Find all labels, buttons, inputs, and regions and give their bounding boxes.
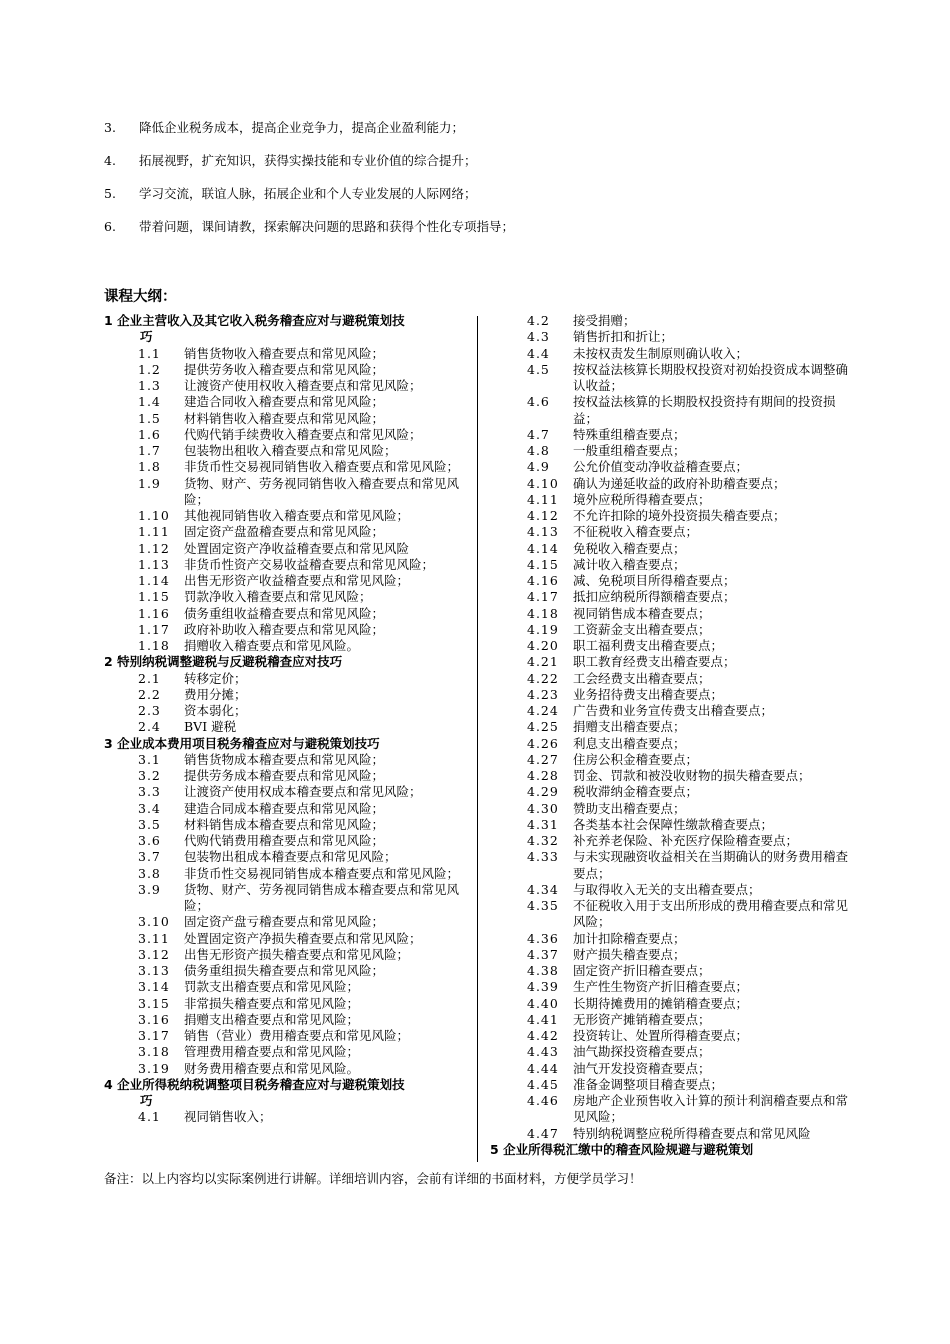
outline-right-column (490, 313, 850, 1158)
item-text: 包装物出租收入稽查要点和常见风险； (184, 443, 397, 458)
item-text: 与取得收入无关的支出稽查要点； (573, 881, 761, 897)
item-text: 业务招待费支出稽查要点； (573, 686, 724, 702)
item-number: 1.10 (138, 508, 170, 523)
outline-item (104, 817, 472, 833)
section-title: 企业所得税纳税调整项目税务稽查应对与避税策划技 (117, 1076, 405, 1092)
item-text: 工会经费支出稽查要点； (573, 670, 711, 686)
item-number: 4.43 (527, 1044, 559, 1060)
item-text: 未按权责发生制原则确认收入； (573, 345, 749, 361)
item-number: 1.1 (138, 345, 161, 361)
outline-item (104, 541, 472, 557)
outline-item (104, 394, 472, 410)
item-text: 罚款净收入稽查要点和常见风险； (184, 589, 372, 605)
item-text: 职工教育经费支出稽查要点； (573, 654, 736, 670)
section-number: 3 (104, 735, 113, 751)
outline-item (490, 801, 850, 817)
item-text: 包装物出租成本稽查要点和常见风险； (184, 849, 397, 865)
item-number: 1.6 (138, 426, 161, 442)
outline-item (490, 443, 850, 459)
item-number: 4.33 (527, 849, 559, 865)
outline-left-column (104, 313, 472, 1126)
section-number: 5 (490, 1141, 499, 1157)
item-number: 1.13 (138, 556, 170, 572)
item-number: 3.10 (138, 914, 170, 930)
outline-item (490, 833, 850, 849)
outline-item (490, 508, 850, 524)
footnote: 备注：以上内容均以实际案例进行讲解。详细培训内容，会前有详细的书面材料，方便学员学习！ (104, 1171, 642, 1186)
outline-section-heading (104, 313, 472, 346)
item-number: 3.8 (138, 865, 161, 881)
item-number: 4.36 (527, 930, 559, 946)
item-number: 3.2 (138, 768, 161, 783)
outline-item (490, 703, 850, 719)
item-text: 按权益法核算的长期股权投资持有期间的投资损益； (573, 394, 836, 426)
item-text: 转移定价； (184, 670, 247, 686)
item-text: 让渡资产使用权成本稽查要点和常见风险； (184, 784, 422, 800)
outline-item (490, 329, 850, 345)
outline-item (104, 866, 472, 882)
objective-number: 4. (104, 153, 116, 168)
item-text: 建造合同收入稽查要点和常见风险； (184, 394, 385, 410)
item-number: 4.47 (527, 1125, 559, 1141)
item-number: 3.4 (138, 800, 161, 816)
item-number: 3.3 (138, 784, 161, 800)
item-number: 4.10 (527, 475, 559, 491)
item-number: 4.12 (527, 508, 559, 523)
item-text: 准备金调整项目稽查要点； (573, 1076, 724, 1092)
outline-item (104, 931, 472, 947)
outline-section-heading (104, 736, 472, 752)
item-text: 其他视同销售收入稽查要点和常见风险； (184, 508, 410, 523)
outline-item (490, 394, 850, 427)
item-number: 3.12 (138, 946, 170, 962)
item-text: 销售（营业）费用稽查要点和常见风险； (184, 1028, 410, 1043)
item-number: 1.4 (138, 394, 161, 410)
item-text: BVI 避税 (184, 719, 237, 735)
item-number: 4.38 (527, 963, 559, 978)
outline-heading: 课程大纲： (104, 289, 177, 305)
outline-item (104, 427, 472, 443)
outline-item (490, 687, 850, 703)
outline-item (490, 719, 850, 735)
outline-item (104, 411, 472, 427)
item-text: 加计扣除稽查要点； (573, 930, 686, 946)
outline-item (490, 1093, 850, 1126)
item-number: 1.15 (138, 589, 170, 605)
outline-item (490, 541, 850, 557)
objective-item (104, 186, 864, 219)
outline-item (104, 768, 472, 784)
outline-item (104, 346, 472, 362)
outline-item (490, 947, 850, 963)
outline-item (490, 996, 850, 1012)
outline-item (104, 589, 472, 605)
item-number: 3.18 (138, 1044, 170, 1060)
item-number: 1.5 (138, 410, 161, 426)
item-text: 视同销售成本稽查要点； (573, 605, 711, 621)
item-number: 4.19 (527, 621, 559, 637)
item-number: 4.45 (527, 1076, 559, 1092)
item-text: 工资薪金支出稽查要点； (573, 621, 711, 637)
item-number: 4.4 (527, 345, 550, 361)
item-text: 与未实现融资收益相关在当期确认的财务费用稽查要点； (573, 849, 849, 881)
outline-item (104, 801, 472, 817)
outline-item (490, 638, 850, 654)
outline-item (490, 362, 850, 395)
outline-item (104, 476, 472, 509)
outline-item (490, 476, 850, 492)
item-text: 不征税收入用于支出所形成的费用稽查要点和常见风险； (573, 898, 849, 930)
item-text: 政府补助收入稽查要点和常见风险； (184, 621, 385, 637)
item-text: 固定资产折旧稽查要点； (573, 963, 711, 978)
item-number: 2.2 (138, 686, 161, 702)
objective-item (104, 219, 864, 252)
item-text: 不征税收入稽查要点； (573, 524, 699, 540)
item-number: 4.26 (527, 735, 559, 751)
item-number: 4.35 (527, 898, 559, 913)
item-number: 1.18 (138, 638, 170, 653)
outline-item (490, 817, 850, 833)
item-number: 4.30 (527, 800, 559, 816)
item-number: 4.27 (527, 751, 559, 767)
item-number: 4.7 (527, 426, 550, 442)
item-text: 财产损失稽查要点； (573, 946, 686, 962)
outline-item (490, 768, 850, 784)
outline-item (104, 719, 472, 735)
item-number: 4.44 (527, 1060, 559, 1076)
outline-item (490, 736, 850, 752)
outline-item (490, 459, 850, 475)
outline-section-heading (104, 1077, 472, 1110)
item-number: 4.22 (527, 670, 559, 686)
item-number: 4.2 (527, 313, 550, 328)
outline-item (490, 1044, 850, 1060)
item-number: 1.8 (138, 459, 161, 475)
section-number: 2 (104, 654, 113, 670)
outline-item (490, 898, 850, 931)
outline-item (104, 1109, 472, 1125)
outline-item (490, 784, 850, 800)
item-number: 4.8 (527, 443, 550, 458)
outline-item (490, 346, 850, 362)
item-number: 4.41 (527, 1011, 559, 1027)
item-number: 4.14 (527, 540, 559, 556)
item-text: 非货币性资产交易收益稽查要点和常见风险； (184, 556, 435, 572)
item-number: 4.37 (527, 946, 559, 962)
outline-item (104, 849, 472, 865)
objective-number: 5. (104, 186, 116, 201)
item-number: 4.1 (138, 1109, 161, 1125)
item-number: 1.17 (138, 621, 170, 637)
item-number: 3.11 (138, 930, 170, 946)
item-number: 2.4 (138, 719, 161, 735)
outline-item (104, 459, 472, 475)
outline-item (490, 654, 850, 670)
outline-item (104, 914, 472, 930)
section-number: 1 (104, 313, 113, 328)
item-text: 油气开发投资稽查要点； (573, 1060, 711, 1076)
item-text: 罚款支出稽查要点和常见风险； (184, 979, 360, 995)
item-text: 税收滞纳金稽查要点； (573, 784, 699, 800)
item-text: 接受捐赠； (573, 313, 636, 328)
outline-item (490, 492, 850, 508)
item-text: 债务重组收益稽查要点和常见风险； (184, 605, 385, 621)
item-number: 3.7 (138, 849, 161, 865)
item-number: 4.20 (527, 638, 559, 653)
item-text: 出售无形资产收益稽查要点和常见风险； (184, 573, 410, 588)
item-number: 4.31 (527, 816, 559, 832)
item-text: 无形资产摊销稽查要点； (573, 1011, 711, 1027)
objective-number: 3. (104, 120, 116, 135)
outline-item (490, 1061, 850, 1077)
item-number: 4.16 (527, 573, 559, 588)
item-text: 材料销售成本稽查要点和常见风险； (184, 816, 385, 832)
item-text: 代购代销手续费收入稽查要点和常见风险； (184, 426, 422, 442)
item-text: 管理费用稽查要点和常见风险； (184, 1044, 360, 1060)
item-number: 4.39 (527, 979, 559, 995)
outline-item (490, 524, 850, 540)
item-text: 一般重组稽查要点； (573, 443, 686, 458)
item-number: 4.42 (527, 1028, 559, 1043)
objective-number: 6. (104, 219, 116, 234)
item-number: 4.11 (527, 491, 559, 507)
item-number: 4.21 (527, 654, 559, 670)
objective-item (104, 153, 864, 186)
section-title-continuation: 巧 (140, 1093, 153, 1108)
item-number: 1.14 (138, 573, 170, 588)
outline-section-heading (104, 654, 472, 670)
item-text: 提供劳务成本稽查要点和常见风险； (184, 768, 385, 783)
item-text: 按权益法核算长期股权投资对初始投资成本调整确认收益； (573, 361, 849, 393)
outline-item (104, 508, 472, 524)
item-text: 罚金、罚款和被没收财物的损失稽查要点； (573, 768, 811, 783)
item-number: 3.16 (138, 1011, 170, 1027)
item-number: 3.1 (138, 751, 161, 767)
outline-item (104, 573, 472, 589)
outline-item (104, 687, 472, 703)
outline-item (104, 979, 472, 995)
item-text: 油气勘探投资稽查要点； (573, 1044, 711, 1060)
outline-item (490, 622, 850, 638)
item-text: 固定资产盘盈稽查要点和常见风险； (184, 524, 385, 540)
item-text: 非常损失稽查要点和常见风险； (184, 995, 360, 1011)
outline-item (104, 833, 472, 849)
item-text: 各类基本社会保障性缴款稽查要点； (573, 816, 774, 832)
item-number: 1.2 (138, 361, 161, 377)
item-text: 确认为递延收益的政府补助稽查要点； (573, 475, 786, 491)
item-text: 房地产企业预售收入计算的预计利润稽查要点和常见风险； (573, 1093, 849, 1125)
outline-item (490, 963, 850, 979)
outline-item (490, 1028, 850, 1044)
item-text: 利息支出稽查要点； (573, 735, 686, 751)
item-number: 3.9 (138, 881, 161, 897)
item-number: 3.19 (138, 1060, 170, 1076)
item-text: 生产性生物资产折旧稽查要点； (573, 979, 749, 995)
item-text: 财务费用稽查要点和常见风险。 (184, 1060, 360, 1076)
item-number: 4.24 (527, 703, 559, 718)
item-number: 3.6 (138, 833, 161, 848)
item-number: 1.9 (138, 475, 161, 491)
item-text: 非货币性交易视同销售收入稽查要点和常见风险； (184, 459, 460, 475)
item-number: 3.14 (138, 979, 170, 995)
item-text: 材料销售收入稽查要点和常见风险； (184, 410, 385, 426)
item-text: 销售折扣和折让； (573, 329, 674, 345)
outline-item (490, 427, 850, 443)
item-number: 4.5 (527, 361, 550, 377)
item-text: 投资转让、处置所得稽查要点； (573, 1028, 749, 1043)
item-number: 4.29 (527, 784, 559, 800)
outline-item (490, 931, 850, 947)
outline-item (104, 963, 472, 979)
outline-item (104, 947, 472, 963)
item-number: 4.28 (527, 768, 559, 783)
item-number: 3.17 (138, 1028, 170, 1043)
outline-item (490, 313, 850, 329)
item-number: 4.40 (527, 995, 559, 1011)
outline-item (104, 784, 472, 800)
outline-item (104, 882, 472, 915)
outline-item (104, 1061, 472, 1077)
outline-item (104, 1044, 472, 1060)
item-text: 捐赠收入稽查要点和常见风险。 (184, 638, 360, 653)
item-number: 4.6 (527, 394, 550, 410)
section-number: 4 (104, 1076, 113, 1092)
objective-text: 降低企业税务成本，提高企业竞争力，提高企业盈利能力； (139, 120, 465, 135)
item-text: 资本弱化； (184, 703, 247, 718)
item-text: 视同销售收入； (184, 1109, 272, 1125)
outline-item (490, 882, 850, 898)
item-text: 不允许扣除的境外投资损失稽查要点； (573, 508, 786, 523)
outline-item (104, 752, 472, 768)
item-number: 2.3 (138, 703, 161, 718)
item-number: 4.23 (527, 686, 559, 702)
item-text: 固定资产盘亏稽查要点和常见风险； (184, 914, 385, 930)
item-number: 1.12 (138, 540, 170, 556)
item-text: 特殊重组稽查要点； (573, 426, 686, 442)
item-text: 长期待摊费用的摊销稽查要点； (573, 995, 749, 1011)
item-text: 出售无形资产损失稽查要点和常见风险； (184, 946, 410, 962)
item-number: 4.15 (527, 556, 559, 572)
item-text: 特别纳税调整应税所得稽查要点和常见风险 (573, 1125, 811, 1141)
outline-item (104, 362, 472, 378)
section-title: 企业主营收入及其它收入税务稽查应对与避税策划技 (117, 313, 405, 328)
item-text: 补充养老保险、补充医疗保险稽查要点； (573, 833, 799, 848)
item-text: 减计收入稽查要点； (573, 556, 686, 572)
outline-item (490, 1077, 850, 1093)
item-text: 提供劳务收入稽查要点和常见风险； (184, 361, 385, 377)
outline-item (104, 638, 472, 654)
item-number: 1.7 (138, 443, 161, 458)
item-text: 非货币性交易视同销售成本稽查要点和常见风险； (184, 865, 460, 881)
outline-item (104, 703, 472, 719)
outline-item (104, 996, 472, 1012)
item-text: 抵扣应纳税所得额稽查要点； (573, 589, 736, 605)
outline-item (490, 849, 850, 882)
item-number: 3.13 (138, 963, 170, 978)
item-text: 捐赠支出稽查要点和常见风险； (184, 1011, 360, 1027)
item-text: 职工福利费支出稽查要点； (573, 638, 724, 653)
item-text: 销售货物成本稽查要点和常见风险； (184, 751, 385, 767)
item-text: 住房公积金稽查要点； (573, 751, 699, 767)
section-title: 特别纳税调整避税与反避税稽查应对技巧 (117, 654, 343, 670)
item-text: 免税收入稽查要点； (573, 540, 686, 556)
item-number: 3.5 (138, 816, 161, 832)
outline-item (104, 524, 472, 540)
item-text: 减、免税项目所得稽查要点； (573, 573, 736, 588)
outline-item (104, 606, 472, 622)
item-number: 3.15 (138, 995, 170, 1011)
item-number: 1.16 (138, 605, 170, 621)
outline-item (490, 606, 850, 622)
item-number: 4.32 (527, 833, 559, 848)
outline-item (490, 573, 850, 589)
item-text: 让渡资产使用权收入稽查要点和常见风险； (184, 378, 422, 393)
item-text: 处置固定资产净收益稽查要点和常见风险 (184, 540, 410, 556)
item-text: 债务重组损失稽查要点和常见风险； (184, 963, 385, 978)
item-text: 处置固定资产净损失稽查要点和常见风险； (184, 930, 422, 946)
objective-text: 带着问题，课间请教，探索解决问题的思路和获得个性化专项指导； (139, 219, 515, 234)
column-divider (477, 316, 478, 1162)
outline-item (104, 557, 472, 573)
outline-item (104, 1028, 472, 1044)
outline-item (490, 1126, 850, 1142)
item-number: 4.9 (527, 459, 550, 475)
objective-text: 学习交流，联谊人脉，拓展企业和个人专业发展的人际网络； (139, 186, 477, 201)
item-text: 销售货物收入稽查要点和常见风险； (184, 345, 385, 361)
section-title: 企业成本费用项目税务稽查应对与避税策划技巧 (117, 735, 380, 751)
item-text: 代购代销费用稽查要点和常见风险； (184, 833, 385, 848)
item-number: 4.3 (527, 329, 550, 345)
outline-item (490, 979, 850, 995)
objective-item (104, 120, 864, 153)
item-number: 4.17 (527, 589, 559, 605)
item-number: 4.25 (527, 719, 559, 735)
objective-text: 拓展视野，扩充知识，获得实操技能和专业价值的综合提升； (139, 153, 477, 168)
item-text: 货物、财产、劳务视同销售成本稽查要点和常见风险； (184, 881, 460, 913)
item-number: 1.3 (138, 378, 161, 393)
outline-section-heading (490, 1142, 850, 1158)
outline-item (490, 589, 850, 605)
item-number: 4.13 (527, 524, 559, 540)
item-text: 公允价值变动净收益稽查要点； (573, 459, 749, 475)
outline-item (104, 622, 472, 638)
item-number: 1.11 (138, 524, 170, 540)
section-title: 企业所得税汇缴中的稽查风险规避与避税策划 (503, 1141, 754, 1157)
item-text: 货物、财产、劳务视同销售收入稽查要点和常见风险； (184, 475, 460, 507)
objectives-list (104, 120, 864, 252)
item-text: 广告费和业务宣传费支出稽查要点； (573, 703, 774, 718)
item-text: 赞助支出稽查要点； (573, 800, 686, 816)
outline-item (104, 1012, 472, 1028)
item-number: 4.34 (527, 881, 559, 897)
outline-item (490, 557, 850, 573)
item-text: 费用分摊； (184, 686, 247, 702)
outline-item (490, 752, 850, 768)
item-number: 2.1 (138, 670, 161, 686)
outline-item (490, 671, 850, 687)
item-text: 捐赠支出稽查要点； (573, 719, 686, 735)
outline-item (104, 443, 472, 459)
item-text: 建造合同成本稽查要点和常见风险； (184, 800, 385, 816)
section-title-continuation: 巧 (140, 329, 153, 345)
outline-item (104, 671, 472, 687)
outline-item (104, 378, 472, 394)
item-number: 4.18 (527, 605, 559, 621)
item-text: 境外应税所得稽查要点； (573, 491, 711, 507)
outline-item (490, 1012, 850, 1028)
item-number: 4.46 (527, 1093, 559, 1108)
